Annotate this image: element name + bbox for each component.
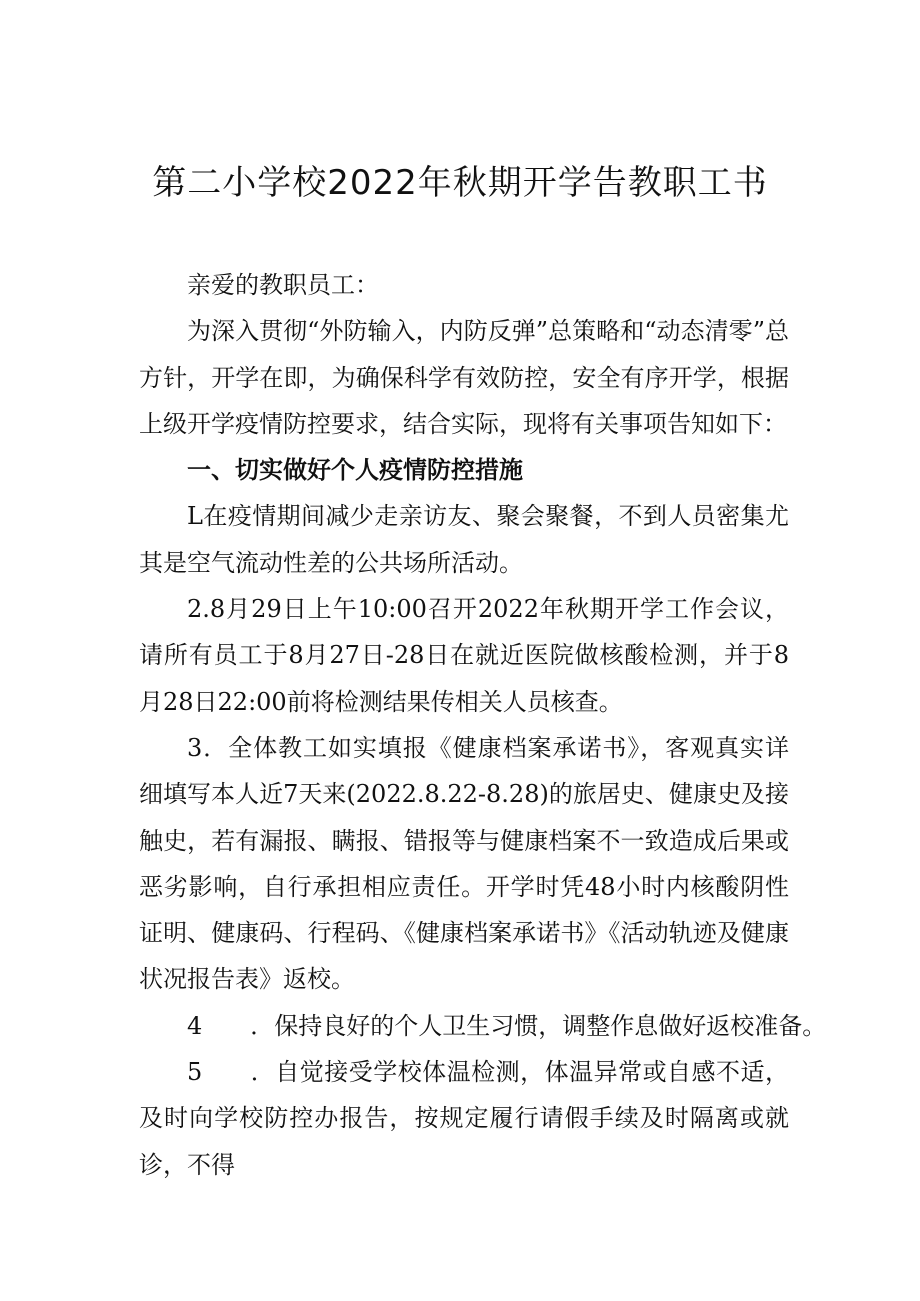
intro-paragraph: 为深入贯彻“外防输入，内防反弹”总策略和“动态清零”总方针，开学在即，为确保科学有效防控，安全有序开学，根据上级开学疫情防控要求，结合实际，现将有关事项告知如下： [139, 317, 789, 438]
document-body [139, 262, 827, 1188]
item-5-text: ．自觉接受学校体温检测，体温异常或自感不适，及时向学校防控办报告，按规定履行请假手续及时隔离或就诊，不得 [139, 1058, 789, 1179]
item-5-number: 5 [187, 1058, 203, 1087]
document-title: 第二小学校2022年秋期开学告教职工书 [152, 163, 768, 203]
salutation: 亲爱的教职员工： [187, 271, 379, 299]
item-4-number: 4 [187, 1011, 203, 1040]
item-5 [139, 1049, 789, 1188]
item-4 [139, 1003, 827, 1049]
item-3: 3．全体教工如实填报《健康档案承诺书》，客观真实详细填写本人近7天来(2022.8.22-8.28)的旅居史、健康史及接触史，若有漏报、瞒报、错报等与健康档案不一致造成后果或恶劣影响，自行承担相应责任。开学时凭48小时内核酸阴性证明、健康码、行程码、《健康档案承诺书》《活动轨迹及健康状况报告表》返校。 [139, 733, 789, 994]
item-2: 2.8月29日上午10:00召开2022年秋期开学工作会议，请所有员工于8月27日-28日在就近医院做核酸检测，并于8月28日22:00前将检测结果传相关人员核查。 [139, 595, 789, 716]
item-1: L在疫情期间减少走亲访友、聚会聚餐，不到人员密集尤其是空气流动性差的公共场所活动。 [139, 502, 789, 577]
item-4-text: ．保持良好的个人卫生习惯，调整作息做好返校准备。 [250, 1011, 827, 1040]
section-heading-1: 一、切实做好个人疫情防控措施 [187, 456, 523, 485]
